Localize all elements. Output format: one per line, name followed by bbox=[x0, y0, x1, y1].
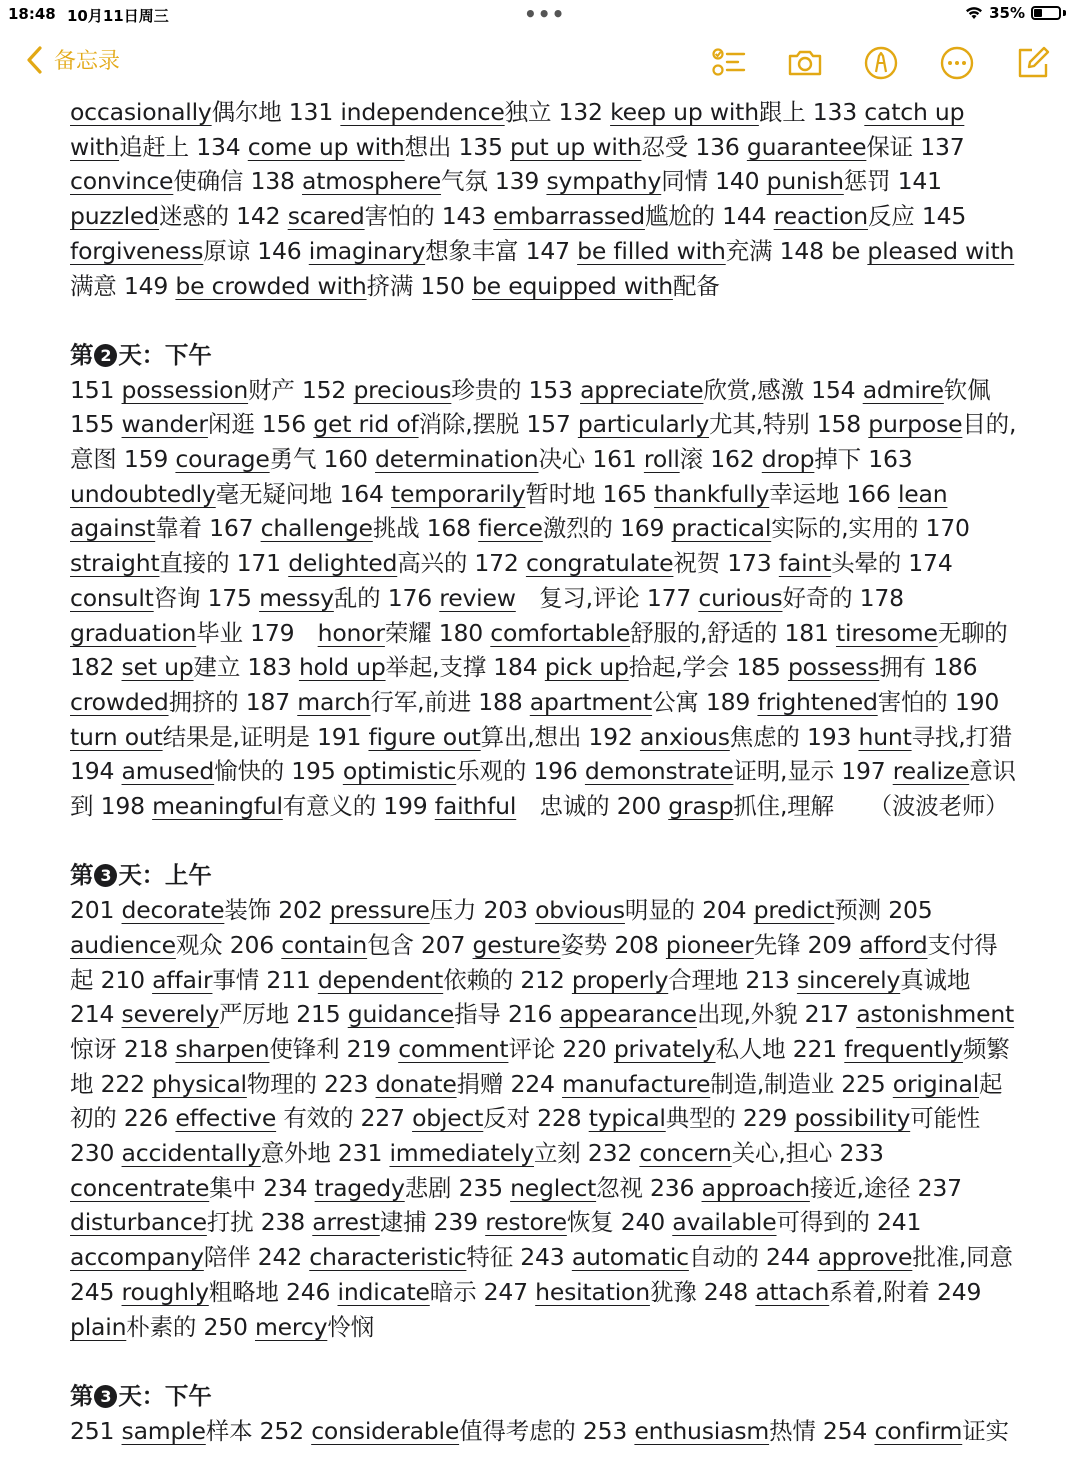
vocab-term: accidentally bbox=[121, 1139, 261, 1168]
vocab-term: demonstrate bbox=[584, 757, 734, 786]
wifi-icon bbox=[965, 6, 983, 20]
vocab-term: pick up bbox=[544, 653, 629, 682]
vocab-term: properly bbox=[571, 965, 669, 994]
vocab-term: roll bbox=[643, 445, 680, 474]
vocab-term: be equipped with bbox=[471, 271, 673, 300]
vocab-term: possess bbox=[787, 653, 880, 682]
note-body[interactable] bbox=[70, 95, 1020, 1483]
vocab-term: sincerely bbox=[796, 965, 901, 994]
vocab-term: disturbance bbox=[70, 1208, 207, 1237]
vocab-term: effective bbox=[175, 1104, 277, 1133]
vocab-term: determination bbox=[375, 445, 539, 474]
vocab-term: pressure bbox=[329, 896, 430, 925]
vocab-term: faithful bbox=[434, 792, 517, 821]
section-heading: 第 3 天：下午 bbox=[70, 1381, 212, 1410]
vocab-term: restore bbox=[485, 1208, 567, 1237]
vocab-term: contain bbox=[281, 930, 368, 959]
vocab-term: catch up with bbox=[70, 98, 965, 161]
section-text: 201 decorate装饰 202 pressure压力 203 obvious明显的 204 predict预测 205 audience观众 206 contain包含 207 gesture姿势 208 pioneer先锋 209 afford支付得起 210 affair事情 211 dependent依赖的 212 properly合理地 213 sincerely真诚地 214 severely严厉地 215 guidance指导 216 appearance出现,外貌 217 astonishment惊讶 218 sharpen使锋利 219 comment评论 220 privately私人地 221 frequently频繁地 222 physical物理的 223 donate捐赠 224 manufacture制造,制造业 225 original起初的 226 effective 有效的 227 object反对 228 typical典型的 229 possibility可能性 230 accidentally意外地 231 immediately立刻 232 concern关心,担心 233 concentrate集中 234 tragedy悲剧 235 neglect忽视 236 approach接近,途径 237 disturbance打扰 238 arrest逮捕 239 restore恢复 240 available可得到的 241 accompany陪伴 242 characteristic特征 243 automatic自动的 244 approve批准,同意 245 roughly粗略地 246 indicate暗示 247 hesitation犹豫 248 attach系着,附着 249 plain朴素的 250 mercy怜悯 bbox=[70, 896, 1015, 1341]
vocab-term: severely bbox=[121, 1000, 220, 1029]
status-bar bbox=[0, 0, 1080, 30]
status-time: 18:48 bbox=[8, 5, 56, 23]
battery-cap bbox=[1063, 10, 1066, 16]
chevron-left-icon bbox=[24, 45, 46, 75]
vocab-term: indicate bbox=[337, 1277, 430, 1306]
vocab-term: considerable bbox=[311, 1416, 460, 1445]
more-icon bbox=[938, 44, 976, 82]
vocab-term: confirm bbox=[874, 1416, 963, 1445]
vocab-term: enthusiasm bbox=[634, 1416, 770, 1445]
vocab-term: comment bbox=[398, 1034, 509, 1063]
day-number-badge: 3 bbox=[94, 864, 117, 887]
vocab-term: audience bbox=[70, 930, 176, 959]
vocab-term: sharpen bbox=[175, 1034, 270, 1063]
vocab-term: guidance bbox=[347, 1000, 455, 1029]
vocab-term: appreciate bbox=[580, 375, 704, 404]
vocab-term: appearance bbox=[559, 1000, 697, 1029]
vocab-term: plain bbox=[70, 1312, 127, 1341]
vocab-term: mercy bbox=[254, 1312, 328, 1341]
vocab-term: be crowded with bbox=[175, 271, 367, 300]
vocab-term: hunt bbox=[858, 722, 912, 751]
compose-icon bbox=[1014, 44, 1052, 82]
vocab-term: attach bbox=[755, 1277, 830, 1306]
vocab-term: characteristic bbox=[309, 1243, 467, 1272]
vocab-term: delighted bbox=[288, 549, 398, 578]
vocab-term: congratulate bbox=[525, 549, 674, 578]
vocab-term: punish bbox=[766, 167, 844, 196]
vocab-term: physical bbox=[152, 1069, 247, 1098]
vocab-term: grasp bbox=[668, 792, 734, 821]
day-number-badge: 2 bbox=[94, 344, 117, 367]
vocab-term: lean against bbox=[70, 479, 948, 543]
vocab-term: possession bbox=[121, 375, 249, 404]
vocab-term: graduation bbox=[70, 618, 197, 647]
vocab-term: concentrate bbox=[70, 1173, 210, 1202]
vocab-term: fierce bbox=[478, 514, 543, 543]
section-text: occasionally偶尔地 131 independence独立 132 keep up with跟上 133 catch up with追赶上 134 come up with想出 135 put up with忍受 136 guarantee保证 137 convince使确信 138 atmosphere气氛 139 sympathy同情 140 punish惩罚 141 puzzled迷惑的 142 scared害怕的 143 embarrassed尴尬的 144 reaction反应 145 forgiveness原谅 146 imaginary想象丰富 147 be filled with充满 148 be pleased with满意 149 be crowded with挤满 150 be equipped with配备 bbox=[70, 98, 1015, 300]
vocab-term: reaction bbox=[773, 202, 868, 231]
vocab-term: possibility bbox=[794, 1104, 911, 1133]
vocab-term: forgiveness bbox=[70, 236, 204, 265]
section-text: 251 sample样本 252 considerable值得考虑的 253 enthusiasm热情 254 confirm证实 bbox=[70, 1416, 1009, 1445]
vocab-term: approach bbox=[701, 1173, 810, 1202]
note-section bbox=[70, 858, 1020, 1344]
vocab-term: review bbox=[439, 583, 516, 612]
nav-bar bbox=[0, 38, 1080, 88]
vocab-term: march bbox=[297, 687, 371, 716]
vocab-term: convince bbox=[70, 167, 174, 196]
vocab-term: crowded bbox=[70, 687, 169, 716]
vocab-term: astonishment bbox=[856, 1000, 1015, 1029]
vocab-term: come up with bbox=[247, 132, 405, 161]
checklist-button[interactable] bbox=[708, 42, 750, 84]
vocab-term: put up with bbox=[510, 132, 642, 161]
section-heading: 第 2 天：下午 bbox=[70, 340, 212, 369]
vocab-term: accompany bbox=[70, 1243, 204, 1272]
vocab-term: approve bbox=[817, 1243, 913, 1272]
vocab-term: independence bbox=[340, 98, 505, 126]
vocab-term: available bbox=[672, 1208, 777, 1237]
vocab-term: realize bbox=[892, 757, 970, 786]
vocab-term: hold up bbox=[298, 653, 386, 682]
vocab-term: predict bbox=[753, 896, 835, 925]
vocab-term: messy bbox=[259, 583, 334, 612]
vocab-term: courage bbox=[175, 445, 270, 474]
vocab-term: automatic bbox=[571, 1243, 689, 1272]
vocab-term: original bbox=[892, 1069, 980, 1098]
vocab-term: frightened bbox=[757, 687, 878, 716]
vocab-term: manufacture bbox=[562, 1069, 711, 1098]
vocab-term: be filled with bbox=[577, 236, 726, 265]
vocab-term: sympathy bbox=[546, 167, 662, 196]
vocab-term: honor bbox=[317, 618, 385, 647]
vocab-term: immediately bbox=[389, 1139, 534, 1168]
vocab-term: donate bbox=[375, 1069, 457, 1098]
vocab-term: drop bbox=[761, 445, 815, 474]
vocab-term: occasionally bbox=[70, 98, 212, 126]
vocab-term: neglect bbox=[510, 1173, 597, 1202]
vocab-term: affair bbox=[152, 965, 213, 994]
vocab-term: puzzled bbox=[70, 202, 159, 231]
vocab-term: roughly bbox=[121, 1277, 209, 1306]
vocab-term: anxious bbox=[639, 722, 730, 751]
compose-button[interactable] bbox=[1012, 42, 1054, 84]
camera-button[interactable] bbox=[784, 42, 826, 84]
note-section bbox=[70, 338, 1020, 824]
status-date: 10月11日周三 bbox=[67, 7, 169, 25]
vocab-term: atmosphere bbox=[302, 167, 442, 196]
vocab-term: hesitation bbox=[535, 1277, 650, 1306]
vocab-term: sample bbox=[121, 1416, 206, 1445]
battery-icon bbox=[1031, 6, 1061, 20]
toolbar bbox=[708, 42, 1054, 84]
back-label: 备忘录 bbox=[54, 49, 121, 74]
markup-button[interactable] bbox=[860, 42, 902, 84]
vocab-term: comfortable bbox=[490, 618, 631, 647]
vocab-term: meaningful bbox=[152, 792, 283, 821]
vocab-term: obvious bbox=[535, 896, 625, 925]
vocab-term: get rid of bbox=[313, 410, 419, 439]
section-text: 151 possession财产 152 precious珍贵的 153 appreciate欣赏,感激 154 admire钦佩 155 wander闲逛 156 get rid of消除,摆脱 157 particularly尤其,特别 158 purpose目的,意图 159 courage勇气 160 determination决心 161 roll滚 162 drop掉下 163 undoubtedly毫无疑问地 164 temporarily暂时地 165 thankfully幸运地 166 lean against靠着 167 challenge挑战 168 fierce激烈的 169 practical实际的,实用的 170 straight直接的 171 delighted高兴的 172 congratulate祝贺 173 faint头晕的 174 consult咨询 175 messy乱的 176 review 复习,评论 177 curious好奇的 178 graduation毕业 179 honor荣耀 180 comfortable舒服的,舒适的 181 tiresome无聊的 182 set up建立 183 hold up举起,支撑 184 pick up拾起,学会 185 possess拥有 186 crowded拥挤的 187 march行军,前进 188 apartment公寓 189 frightened害怕的 190 turn out结果是,证明是 191 figure out算出,想出 192 anxious焦虑的 193 hunt寻找,打猎 194 amused愉快的 195 optimistic乐观的 196 demonstrate证明,显示 197 realize意识到 198 meaningful有意义的 199 faithful 忠诚的 200 grasp抓住,理解 （波波老师） bbox=[70, 375, 1017, 821]
vocab-term: amused bbox=[121, 757, 215, 786]
vocab-term: guarantee bbox=[746, 132, 867, 161]
markup-pen-icon bbox=[862, 44, 900, 82]
back-button[interactable] bbox=[24, 44, 120, 75]
checklist-icon bbox=[710, 44, 748, 82]
vocab-term: afford bbox=[859, 930, 928, 959]
vocab-term: frequently bbox=[844, 1034, 963, 1063]
vocab-term: keep up with bbox=[610, 98, 759, 126]
section-heading: 第 3 天：上午 bbox=[70, 861, 212, 890]
vocab-term: wander bbox=[121, 410, 208, 439]
vocab-term: particularly bbox=[577, 410, 710, 439]
vocab-term: temporarily bbox=[391, 479, 526, 508]
vocab-term: faint bbox=[778, 549, 832, 578]
battery-percent: 35% bbox=[989, 4, 1025, 22]
vocab-term: decorate bbox=[121, 896, 225, 925]
vocab-term: turn out bbox=[70, 722, 163, 751]
vocab-term: typical bbox=[588, 1104, 666, 1133]
vocab-term: precious bbox=[353, 375, 452, 404]
vocab-term: practical bbox=[671, 514, 772, 543]
multitasking-dots-icon[interactable]: ••• bbox=[524, 2, 566, 26]
vocab-term: concern bbox=[639, 1139, 732, 1168]
vocab-term: figure out bbox=[368, 722, 481, 751]
more-button[interactable] bbox=[936, 42, 978, 84]
vocab-term: purpose bbox=[868, 410, 963, 439]
vocab-term: tiresome bbox=[835, 618, 938, 647]
vocab-term: gesture bbox=[472, 930, 561, 959]
vocab-term: pioneer bbox=[665, 930, 754, 959]
vocab-term: arrest bbox=[312, 1208, 380, 1237]
vocab-term: admire bbox=[862, 375, 944, 404]
vocab-term: straight bbox=[70, 549, 160, 578]
note-section bbox=[70, 1379, 1020, 1448]
vocab-term: pleased with bbox=[867, 236, 1015, 265]
vocab-term: privately bbox=[613, 1034, 716, 1063]
vocab-term: consult bbox=[70, 583, 154, 612]
vocab-term: curious bbox=[698, 583, 783, 612]
vocab-term: imaginary bbox=[308, 236, 426, 265]
vocab-term: object bbox=[412, 1104, 484, 1133]
vocab-term: dependent bbox=[317, 965, 444, 994]
vocab-term: challenge bbox=[260, 514, 373, 543]
camera-icon bbox=[786, 44, 824, 82]
vocab-term: embarrassed bbox=[493, 202, 645, 231]
vocab-term: scared bbox=[287, 202, 365, 231]
vocab-term: set up bbox=[121, 653, 194, 682]
note-section bbox=[70, 95, 1020, 303]
vocab-term: undoubtedly bbox=[70, 479, 216, 508]
vocab-term: apartment bbox=[529, 687, 653, 716]
day-number-badge: 3 bbox=[94, 1385, 117, 1408]
vocab-term: thankfully bbox=[654, 479, 770, 508]
vocab-term: tragedy bbox=[314, 1173, 405, 1202]
vocab-term: optimistic bbox=[342, 757, 457, 786]
